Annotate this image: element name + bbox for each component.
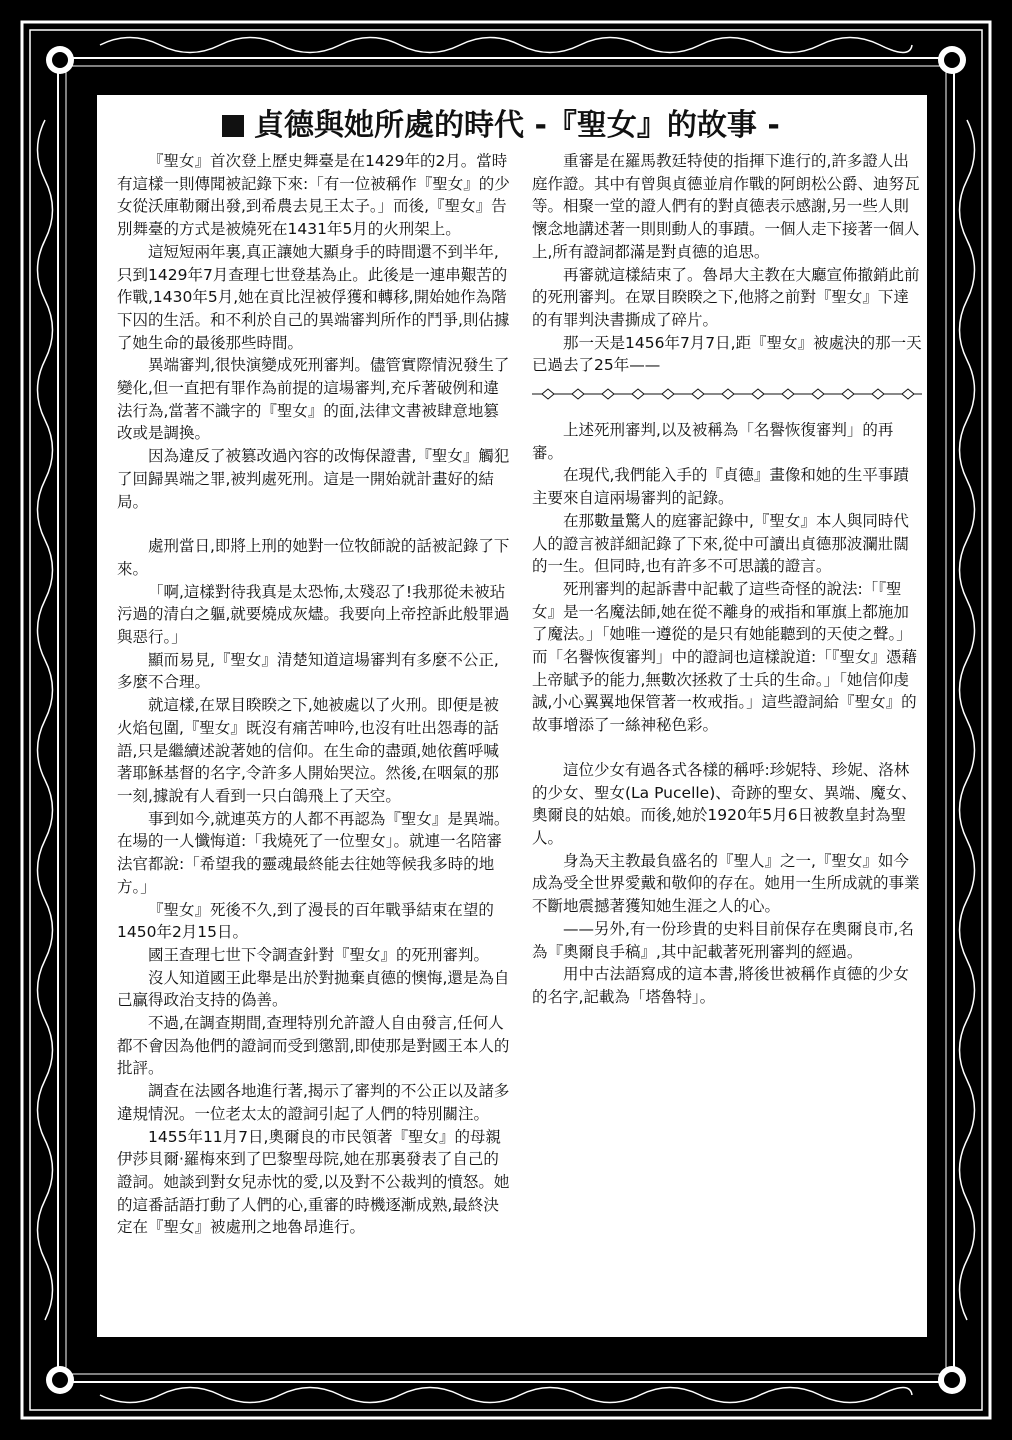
page-title [222,104,822,148]
paragraph: 處刑當日,即將上刑的她對一位牧師說的話被記錄了下來。 [117,537,510,578]
paragraph: 這短短兩年裏,真正讓她大顯身手的時間還不到半年,只到1429年7月查理七世登基為止。此後是一連串艱苦的作戰,1430年5月,她在貢比涅被俘獲和轉移,開始她作為階下囚的生活。和不利於自己的異端審判所作的鬥爭,則佔據了她生命的最後那些時間。 [117,242,510,352]
paragraph: 重審是在羅馬教廷特使的指揮下進行的,許多證人出庭作證。其中有曾與貞德並肩作戰的阿朗松公爵、迪努瓦等。相聚一堂的證人們有的對貞德表示感謝,另一些人則懷念地講述著一則則動人的事蹟。一個人走下接著一個人上,所有證詞都滿是對貞德的追思。 [532,152,920,261]
paragraph: 1455年11月7日,奧爾良的市民領著『聖女』的母親伊莎貝爾·羅梅來到了巴黎聖母院,她在那裏發表了自己的證詞。她談到對女兒赤忱的愛,以及對不公裁判的憤怒。她的這番話語打動了人們的心,重審的時機逐漸成熟,最終決定在『聖女』被處刑之地魯昂進行。 [117,1127,510,1237]
paragraph: 在那數量驚人的庭審記錄中,『聖女』本人與同時代人的證言被詳細記錄了下來,從中可讀出貞德那波瀾壯闊的一生。但同時,也有許多不可思議的證言。 [532,511,909,576]
paragraph: 顯而易見,『聖女』清楚知道這場審判有多麼不公正,多麼不合理。 [117,650,499,692]
square-bullet-icon [222,115,244,137]
page-title-text: 貞德與她所處的時代 -『聖女』的故事 - [254,108,780,143]
paragraph: 身為天主教最負盛名的『聖人』之一,『聖女』如今成為受全世界愛戴和敬仰的存在。她用一生所成就的事業不斷地震撼著獲知她生涯之人的心。 [532,851,920,916]
paragraph: 上述死刑審判,以及被稱為「名譽恢復審判」的再審。 [532,421,894,462]
paragraph: 就這樣,在眾目睽睽之下,她被處以了火刑。即便是被火焰包圍,『聖女』既沒有痛苦呻吟,也沒有吐出怨毒的話語,只是繼續述說著她的信仰。在生命的盡頭,她依舊呼喊著耶穌基督的名字,令許多人開始哭泣。然後,在咽氣的那一刻,據說有人看到一只白鴿飛上了天空。 [117,696,499,805]
paragraph: 沒人知道國王此舉是出於對拋棄貞德的懊悔,還是為自己贏得政治支持的偽善。 [117,968,510,1010]
paragraph: 「啊,這樣對待我真是太恐怖,太殘忍了!我那從未被玷污過的清白之軀,就要燒成灰燼。我要向上帝控訴此般罪過與惡行。」 [117,582,510,647]
paragraph: 『聖女』死後不久,到了漫長的百年戰爭結束在望的1450年2月15日。 [117,900,494,942]
paragraph: 這位少女有過各式各樣的稱呼:珍妮特、珍妮、洛林的少女、聖女(La Pucelle)、奇跡的聖女、異端、魔女、奧爾良的姑娘。而後,她於1920年5月6日被教皇封為聖人。 [532,760,917,847]
paragraph: 那一天是1456年7月7日,距『聖女』被處決的那一天已過去了25年—— [532,333,922,375]
paragraph: 不過,在調查期間,查理特別允許證人自由發言,任何人都不會因為他們的證詞而受到懲罰,即使那是對國王本人的批評。 [117,1014,510,1078]
paragraph: 事到如今,就連英方的人都不再認為『聖女』是異端。在場的一人懺悔道:「我燒死了一位聖女」。就連一名陪審法官都說:「希望我的靈魂最終能去往她等候我多時的地方。」 [117,809,510,896]
paragraph: 『聖女』首次登上歷史舞臺是在1429年的2月。當時有這樣一則傳聞被記錄下來:「有一位被稱作『聖女』的少女從沃庫勒爾出發,到希農去見王太子。」而後,『聖女』告別舞臺的方式是被燒死在1431年5月的火刑架上。 [117,152,510,239]
paragraph: 因為違反了被篡改過內容的改悔保證書,『聖女』觸犯了回歸異端之罪,被判處死刑。這是一開始就計畫好的結局。 [117,447,510,511]
left-column [117,150,512,1239]
paragraph: 再審就這樣結束了。魯昂大主教在大廳宣佈撤銷此前的死刑審判。在眾目睽睽之下,他將之前對『聖女』下達的有罪判決書撕成了碎片。 [532,265,920,329]
paragraph: 用中古法語寫成的這本書,將後世被稱作貞德的少女的名字,記載為「塔魯特」。 [532,965,909,1006]
paragraph: 在現代,我們能入手的『貞德』畫像和她的生平事蹟主要來自這兩場審判的記錄。 [532,466,909,508]
ornamental-divider [532,383,922,405]
paragraph: 異端審判,很快演變成死刑審判。儘管實際情況發生了變化,但一直把有罪作為前提的這場審判,充斥著破例和違法行為,當著不識字的『聖女』的面,法律文書被肆意地篡改或是調換。 [117,356,510,443]
paragraph: ——另外,有一份珍貴的史料目前保存在奧爾良市,名為『奧爾良手稿』,其中記載著死刑審判的經過。 [532,919,914,961]
paragraph: 國王查理七世下令調查針對『聖女』的死刑審判。 [148,945,490,964]
right-column [532,150,922,1009]
paragraph: 調查在法國各地進行著,揭示了審判的不公正以及諸多違規情況。一位老太太的證詞引起了人們的特別關注。 [117,1082,510,1123]
paragraph: 死刑審判的起訴書中記載了這些奇怪的說法:「『聖女』是一名魔法師,她在從不離身的戒指和軍旗上都施加了魔法。」「她唯一遵從的是只有她能聽到的天使之聲。」而「名譽恢復審判」中的證詞也這樣說道:「『聖女』憑藉上帝賦予的能力,無數次拯救了士兵的生命。」「她信仰虔誠,小心翼翼地保管著一枚戒指。」這些證詞給『聖女』的故事增添了一絲神秘色彩。 [532,579,917,735]
